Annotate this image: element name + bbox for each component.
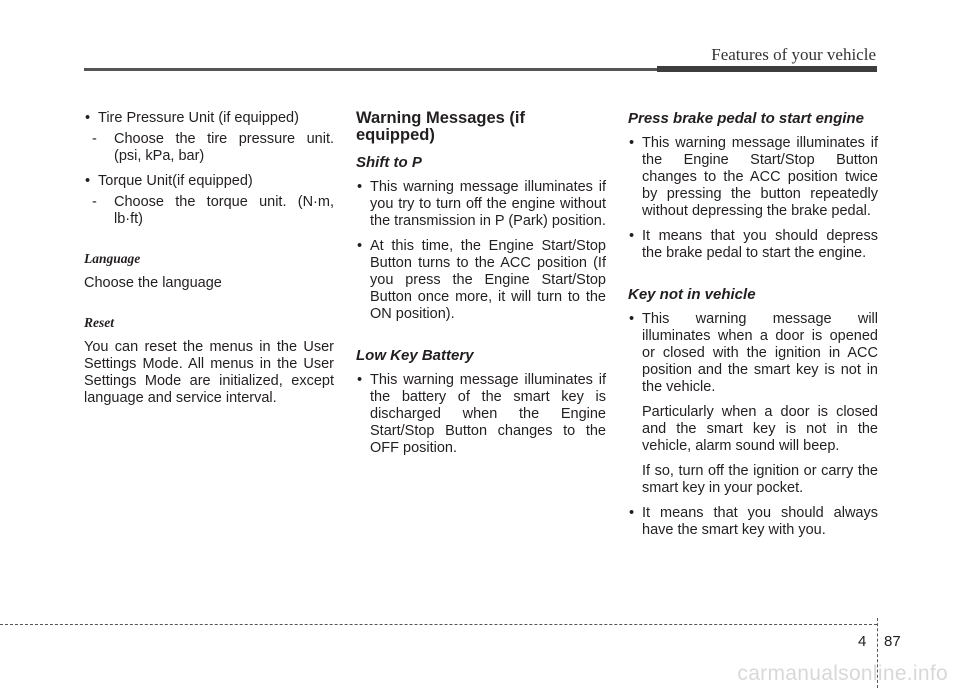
column-middle [356,110,606,465]
heading-language: Language [84,251,141,266]
heading-low-key-battery: Low Key Battery [356,347,474,364]
text-reset: You can reset the menus in the User Settings Mode. All menus in the User Settings Mode are initialized, except language and service interval. [84,339,334,406]
running-header-title: Features of your vehicle [711,45,876,64]
bullet-brake-1: • This warning message illuminates if the Engine Start/Stop Button changes to the ACC position twice by pressing the button repeatedly without depressing the brake pedal. [628,135,878,220]
footer-rule [0,624,877,625]
column-left [84,110,334,415]
bullet-shift-2: • At this time, the Engine Start/Stop Button turns to the ACC position (If you press the Engine Start/Stop Button once more, it will turn to the ON position). [356,238,606,323]
bullet-low-key-1: • This warning message illuminates if the battery of the smart key is discharged when the Engine Start/Stop Button changes to the OFF position. [356,372,606,457]
text-key-not-continued-1: Particularly when a door is closed and the smart key is not in the vehicle, alarm sound will beep. [642,404,878,454]
heading-reset: Reset [84,315,114,330]
section-title-warning-messages: Warning Messages (if equipped) [356,109,526,144]
page-number: 87 [884,633,901,650]
heading-press-brake-pedal: Press brake pedal to start engine [628,110,864,127]
subitem-torque-unit: - Choose the torque unit. (N·m, lb·ft) [92,194,334,228]
bullet-shift-1: • This warning message illuminates if you try to turn off the engine without the transmission in P (Park) position. [356,179,606,230]
bullet-tire-pressure-unit: • Tire Pressure Unit (if equipped) [84,110,334,127]
bullet-brake-2: • It means that you should depress the brake pedal to start the engine. [628,228,878,262]
text-language: Choose the language [84,275,222,291]
heading-key-not-in-vehicle: Key not in vehicle [628,286,756,303]
bullet-key-not-1: • This warning message will illuminates when a door is opened or closed with the ignition in ACC position and the smart key is not in the vehicle. [628,311,878,396]
heading-shift-to-p: Shift to P [356,154,422,171]
column-right [628,110,878,547]
subitem-tire-pressure-unit: - Choose the tire pressure unit. (psi, kPa, bar) [92,131,334,165]
bullet-key-not-2: • It means that you should always have the smart key with you. [628,505,878,539]
chapter-number: 4 [858,633,867,650]
text-key-not-continued-2: If so, turn off the ignition or carry the smart key in your pocket. [642,463,878,496]
bullet-torque-unit: • Torque Unit(if equipped) [84,173,334,190]
watermark-text: carmanualsonline.info [737,662,948,685]
header-rule-accent [657,66,877,72]
